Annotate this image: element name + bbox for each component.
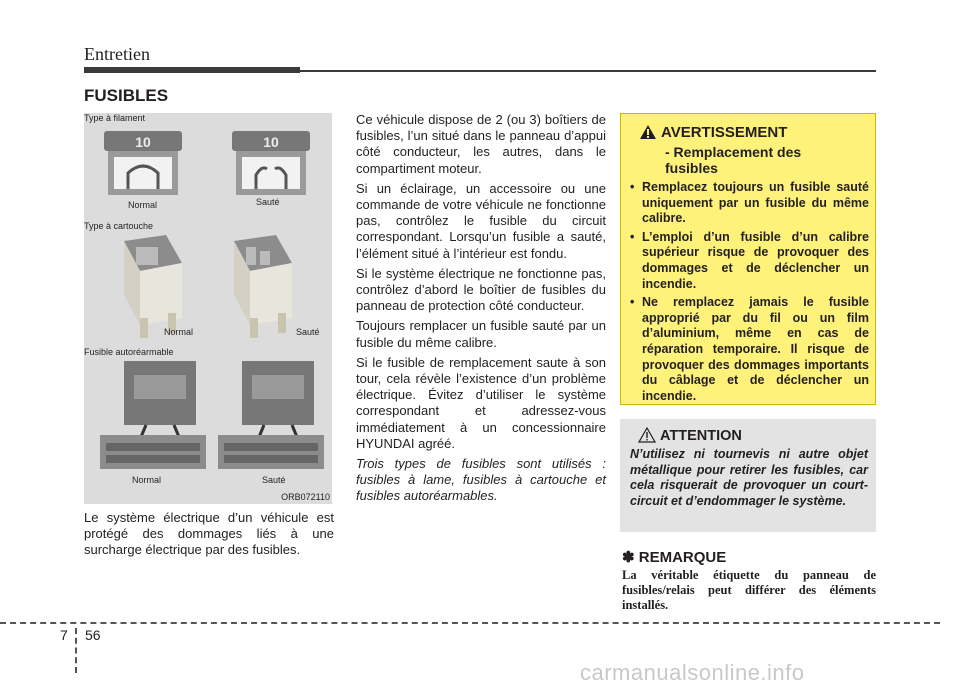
cartridge-blown-caption: Sauté bbox=[296, 327, 320, 337]
paragraph-fuse-types: Trois types de fusibles sont utilisés : fusibles à lame, fusibles à cartouche et fusibles autoréarmables. bbox=[356, 456, 606, 504]
header-bar bbox=[84, 67, 300, 73]
svg-text:10: 10 bbox=[135, 134, 151, 150]
footer-rule bbox=[0, 622, 940, 624]
caution-triangle-icon bbox=[638, 427, 656, 443]
chapter-title: Entretien bbox=[84, 44, 150, 64]
blade-blown-caption: Sauté bbox=[256, 197, 280, 207]
cartridge-normal-caption: Normal bbox=[164, 327, 194, 337]
warning-item: • L’emploi d’un fusible d’un calibre supérieur risque de provoquer des dommages et de déclencher un incendie. bbox=[627, 230, 869, 292]
paragraph-panel-check: Si le système électrique ne fonctionne pas, contrôlez d’abord le boîtier de fusibles du panneau de protection côté conducteur. bbox=[356, 265, 606, 314]
paragraph-check-fuse: Si un éclairage, un accessoire ou une commande de votre véhicule ne fonctionne pas, contrôlez le fusible du circuit correspondant. Lorsqu’un fusible a sauté, l’élément situé à l’intérieur est fondu. bbox=[356, 180, 606, 261]
resettable-fuse-blown-image bbox=[218, 361, 324, 469]
header-rule bbox=[300, 70, 876, 72]
attention-box bbox=[620, 419, 876, 532]
intro-paragraph: Le système électrique d’un véhicule est protégé des dommages liés à une surcharge électrique par des fusibles. bbox=[84, 510, 334, 557]
svg-text:10: 10 bbox=[263, 134, 279, 150]
section-title: FUSIBLES bbox=[84, 86, 169, 105]
page-number: 56 bbox=[85, 627, 101, 643]
blade-fuse-normal-image bbox=[104, 131, 182, 195]
warning-item: • Ne remplacez jamais le fusible approprié par du fil ou un film d’aluminium, même en cas de réparation temporaire. Il risque de provoquer des dommages importants du câblage et de déclencher un incendie. bbox=[627, 295, 869, 404]
fuse-types-figure bbox=[84, 113, 332, 504]
resettable-fuse-label: Fusible autoréarmable bbox=[84, 347, 174, 357]
warning-box bbox=[620, 113, 876, 405]
blade-fuse-blown-image bbox=[232, 131, 310, 195]
page-number-divider bbox=[75, 628, 77, 673]
resettable-fuse-normal-image bbox=[100, 361, 206, 469]
figure-code: ORB072110 bbox=[281, 492, 330, 502]
warning-title: AVERTISSEMENT bbox=[661, 124, 788, 141]
resettable-normal-caption: Normal bbox=[132, 475, 162, 485]
blade-normal-caption: Normal bbox=[128, 200, 158, 210]
warning-item: • Remplacez toujours un fusible sauté uniquement par un fusible du même calibre. bbox=[627, 180, 869, 227]
paragraph-repeat-blow: Si le fusible de remplacement saute à son tour, cela révèle l’existence d’un problème électrique. Évitez d’utiliser le système correspondant et adressez-vous immédiatement à un concessionnaire HYUNDAI agréé. bbox=[356, 354, 606, 451]
warning-subtitle: - Remplacement des fusibles bbox=[665, 144, 802, 176]
cartridge-fuse-label: Type à cartouche bbox=[84, 221, 154, 231]
main-text-column bbox=[356, 112, 606, 509]
attention-text: N’utilisez ni tournevis ni autre objet métallique pour retirer les fusibles, car cela risquerait de provoquer un court-circuit et d’endommager le système. bbox=[630, 447, 868, 508]
warning-triangle-icon bbox=[639, 124, 657, 140]
remark-text: La véritable étiquette du panneau de fusibles/relais peut différer des éléments installés. bbox=[622, 568, 876, 612]
watermark: carmanualsonline.info bbox=[580, 660, 805, 685]
cartridge-fuse-blown-image bbox=[234, 235, 292, 338]
attention-title: ATTENTION bbox=[660, 428, 742, 444]
cartridge-fuse-normal-image bbox=[124, 235, 182, 338]
paragraph-fuse-boxes: Ce véhicule dispose de 2 (ou 3) boîtiers de fusibles, l’un situé dans le panneau d’appui côté conducteur, les autres, dans le compartiment moteur. bbox=[356, 112, 606, 176]
fuse-illustrations bbox=[84, 113, 332, 504]
remark-title: ✽ REMARQUE bbox=[622, 549, 727, 566]
paragraph-replace-same: Toujours remplacer un fusible sauté par un fusible du même calibre. bbox=[356, 318, 606, 350]
resettable-blown-caption: Sauté bbox=[262, 475, 286, 485]
chapter-number: 7 bbox=[60, 627, 68, 643]
warning-list bbox=[627, 180, 869, 407]
blade-fuse-label: Type à filament bbox=[84, 113, 146, 123]
